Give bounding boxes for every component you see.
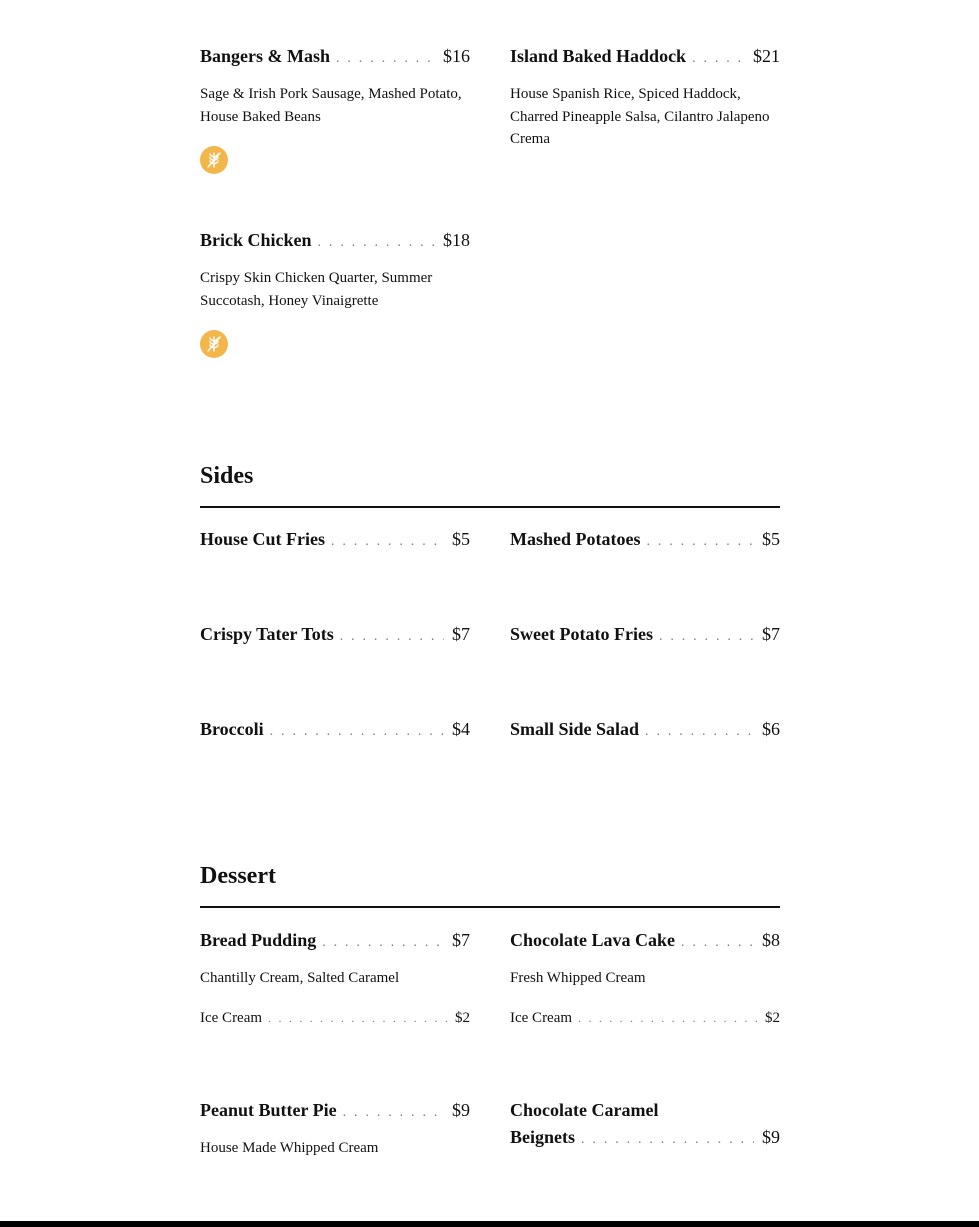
side-item bbox=[510, 716, 780, 743]
dot-leader bbox=[681, 935, 754, 951]
item-price: $9 bbox=[452, 1100, 470, 1120]
dot-leader bbox=[331, 534, 444, 550]
item-name: Crispy Tater Tots bbox=[200, 624, 334, 644]
item-price: $16 bbox=[443, 46, 470, 66]
item-price: $4 bbox=[452, 719, 470, 739]
item-price: $5 bbox=[452, 529, 470, 549]
item-name: Bangers & Mash bbox=[200, 46, 330, 66]
item-price: $7 bbox=[762, 624, 780, 644]
dessert-item bbox=[510, 927, 780, 1029]
dot-leader bbox=[322, 935, 444, 951]
item-name: Bread Pudding bbox=[200, 930, 317, 950]
item-price: $6 bbox=[762, 719, 780, 739]
menu-item bbox=[200, 43, 470, 174]
dot-leader bbox=[692, 51, 745, 67]
addon-name: Ice Cream bbox=[510, 1009, 573, 1026]
dessert-item bbox=[510, 1097, 780, 1151]
item-description: Chantilly Cream, Salted Caramel bbox=[200, 970, 400, 986]
menu-item bbox=[200, 227, 470, 358]
dot-leader bbox=[343, 1105, 444, 1121]
item-price: $21 bbox=[753, 46, 780, 66]
side-item bbox=[200, 526, 470, 553]
section-dessert bbox=[200, 861, 780, 908]
side-item bbox=[200, 716, 470, 743]
dot-leader bbox=[336, 51, 435, 67]
dot-leader bbox=[340, 629, 444, 645]
dessert-item bbox=[200, 927, 470, 1029]
section-divider bbox=[200, 506, 780, 508]
dot-leader bbox=[659, 629, 754, 645]
item-description: Fresh Whipped Cream bbox=[510, 970, 646, 986]
item-name: House Cut Fries bbox=[200, 529, 325, 549]
item-name: Broccoli bbox=[200, 719, 264, 739]
item-name: Brick Chicken bbox=[200, 230, 312, 250]
menu-item bbox=[510, 43, 780, 151]
addon-row bbox=[510, 1007, 780, 1029]
item-description: Sage & Irish Pork Sausage, Mashed Potato, House Baked Beans bbox=[200, 86, 462, 125]
item-name: Small Side Salad bbox=[510, 719, 640, 739]
dot-leader bbox=[270, 724, 444, 740]
item-description: House Spanish Rice, Spiced Haddock, Charred Pineapple Salsa, Cilantro Jalapeno Crema bbox=[510, 86, 770, 147]
item-name: Mashed Potatoes bbox=[510, 529, 641, 549]
gluten-free-wheat-icon bbox=[200, 330, 228, 358]
item-name: Sweet Potato Fries bbox=[510, 624, 653, 644]
dessert-item bbox=[200, 1097, 470, 1160]
bottom-bar bbox=[0, 1221, 979, 1227]
item-price: $18 bbox=[443, 230, 470, 250]
side-item bbox=[510, 526, 780, 553]
item-name-line1: Chocolate Caramel bbox=[510, 1100, 659, 1120]
gluten-free-wheat-icon bbox=[200, 146, 228, 174]
section-title: Dessert bbox=[200, 863, 276, 889]
dot-leader bbox=[268, 1011, 447, 1026]
dot-leader bbox=[646, 534, 754, 550]
dot-leader bbox=[581, 1132, 754, 1148]
side-item bbox=[200, 621, 470, 648]
item-price: $9 bbox=[762, 1127, 780, 1147]
addon-price: $2 bbox=[765, 1009, 780, 1026]
item-description: Crispy Skin Chicken Quarter, Summer Succotash, Honey Vinaigrette bbox=[200, 270, 433, 309]
item-price: $7 bbox=[452, 930, 470, 950]
item-price: $7 bbox=[452, 624, 470, 644]
dot-leader bbox=[645, 724, 754, 740]
item-price: $5 bbox=[762, 529, 780, 549]
addon-row bbox=[200, 1007, 470, 1029]
addon-name: Ice Cream bbox=[200, 1009, 263, 1026]
dot-leader bbox=[578, 1011, 757, 1026]
section-divider bbox=[200, 906, 780, 908]
item-price: $8 bbox=[762, 930, 780, 950]
side-item bbox=[510, 621, 780, 648]
item-description: House Made Whipped Cream bbox=[200, 1140, 379, 1156]
item-name: Peanut Butter Pie bbox=[200, 1100, 337, 1120]
dot-leader bbox=[318, 235, 435, 251]
section-title: Sides bbox=[200, 463, 254, 489]
addon-price: $2 bbox=[455, 1009, 470, 1026]
item-name: Chocolate Lava Cake bbox=[510, 930, 675, 950]
section-sides bbox=[200, 461, 780, 508]
item-name-line2: Beignets bbox=[510, 1127, 575, 1147]
item-name: Island Baked Haddock bbox=[510, 46, 687, 66]
